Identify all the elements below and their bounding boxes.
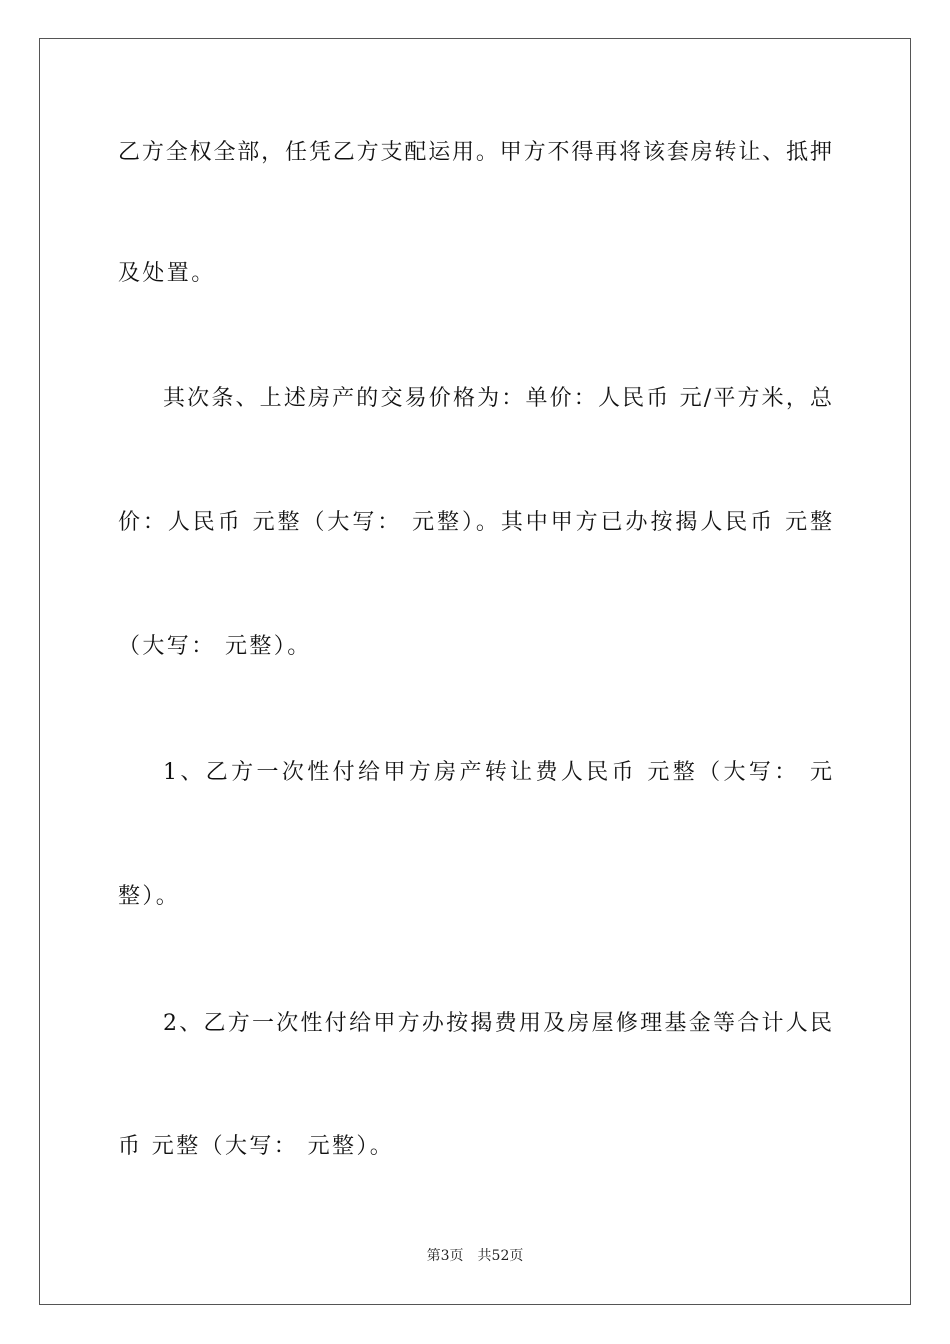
page-footer — [0, 1247, 950, 1265]
item-1-line-2: 整）。 — [118, 884, 181, 909]
item-2-line-1: 2、乙方一次性付给甲方办按揭费用及房屋修理基金等合计人民 — [163, 1011, 832, 1036]
page-number: 第3页 — [426, 1248, 464, 1264]
item-2-line-2: 币 元整（大写： 元整）。 — [118, 1134, 395, 1159]
paragraph-1-line-2: 及处置。 — [118, 261, 216, 286]
item-1-line-1: 1、乙方一次性付给甲方房产转让费人民币 元整（大写： 元 — [163, 760, 832, 785]
paragraph-1-line-1: 乙方全权全部，任凭乙方支配运用。甲方不得再将该套房转让、抵押 — [118, 140, 832, 165]
page-border — [39, 38, 911, 1305]
article-2-line-3: （大写： 元整）。 — [118, 634, 312, 659]
article-2-line-1: 其次条、上述房产的交易价格为：单价：人民币 元/平方米，总 — [163, 386, 832, 411]
article-2-line-2: 价：人民币 元整（大写： 元整）。其中甲方已办按揭人民币 元整 — [118, 510, 832, 535]
page-total: 共52页 — [477, 1248, 524, 1264]
